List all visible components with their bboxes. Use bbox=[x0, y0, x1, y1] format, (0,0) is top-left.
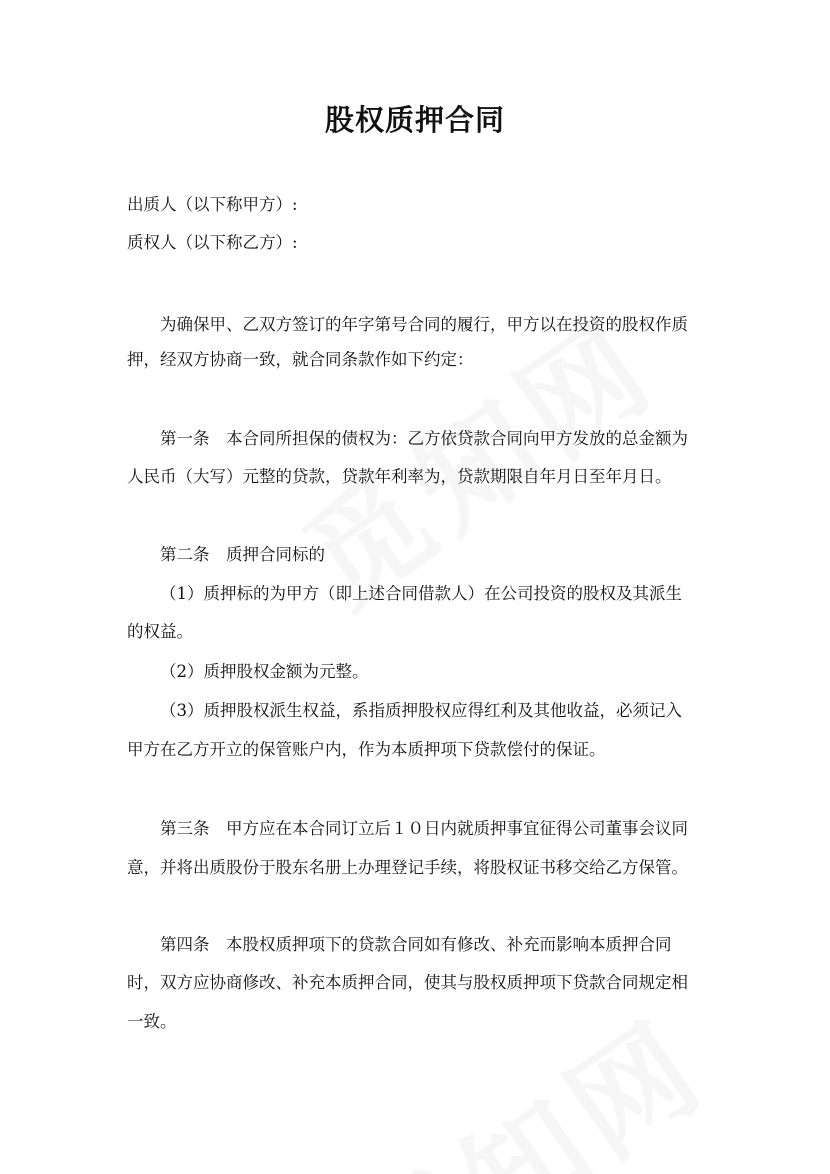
article4-line-2: 时，双方应协商修改、补充本质押合同，使其与股权质押项下贷款合同规定相 bbox=[127, 973, 688, 992]
article3-line-2: 意，并将出质股份于股东名册上办理登记手续，将股权证书移交给乙方保管。 bbox=[127, 858, 688, 877]
watermark-text bbox=[316, 974, 734, 1174]
preamble-line-2: 押，经双方协商一致，就合同条款作如下约定： bbox=[127, 350, 474, 369]
pledgor-line: 出质人（以下称甲方）: bbox=[127, 195, 298, 214]
article3-line-1: 第三条 甲方应在本合同订立后１０日内就质押事宜征得公司董事会议同 bbox=[160, 819, 688, 838]
document-title: 股权质押合同 bbox=[324, 103, 505, 137]
article2-item1-line-2: 的权益。 bbox=[127, 622, 193, 641]
article2-item1-line-1: （1）质押标的为甲方（即上述合同借款人）在公司投资的股权及其派生 bbox=[160, 584, 682, 603]
article2-item3-line-2: 甲方在乙方开立的保管账户内，作为本质押项下贷款偿付的保证。 bbox=[127, 740, 606, 759]
article4-line-3: 一致。 bbox=[127, 1012, 177, 1031]
article1-line-2: 人民币（大写）元整的贷款，贷款年利率为，贷款期限自年月日至年月日。 bbox=[127, 467, 672, 486]
article2-item3-line-1: （3）质押股权派生权益，系指质押股权应得红利及其他收益，必须记入 bbox=[160, 701, 682, 720]
article2-item2: （2）质押股权金额为元整。 bbox=[160, 662, 369, 681]
article4-line-1: 第四条 本股权质押项下的贷款合同如有修改、补充而影响本质押合同 bbox=[160, 935, 672, 954]
article1-line-1: 第一条 本合同所担保的债权为：乙方依贷款合同向甲方发放的总金额为 bbox=[160, 429, 688, 448]
preamble-line-1: 为确保甲、乙双方签订的年字第号合同的履行，甲方以在投资的股权作质 bbox=[160, 315, 688, 334]
article2-heading: 第二条 质押合同标的 bbox=[160, 545, 325, 564]
pledgee-line: 质权人（以下称乙方）: bbox=[127, 233, 298, 252]
